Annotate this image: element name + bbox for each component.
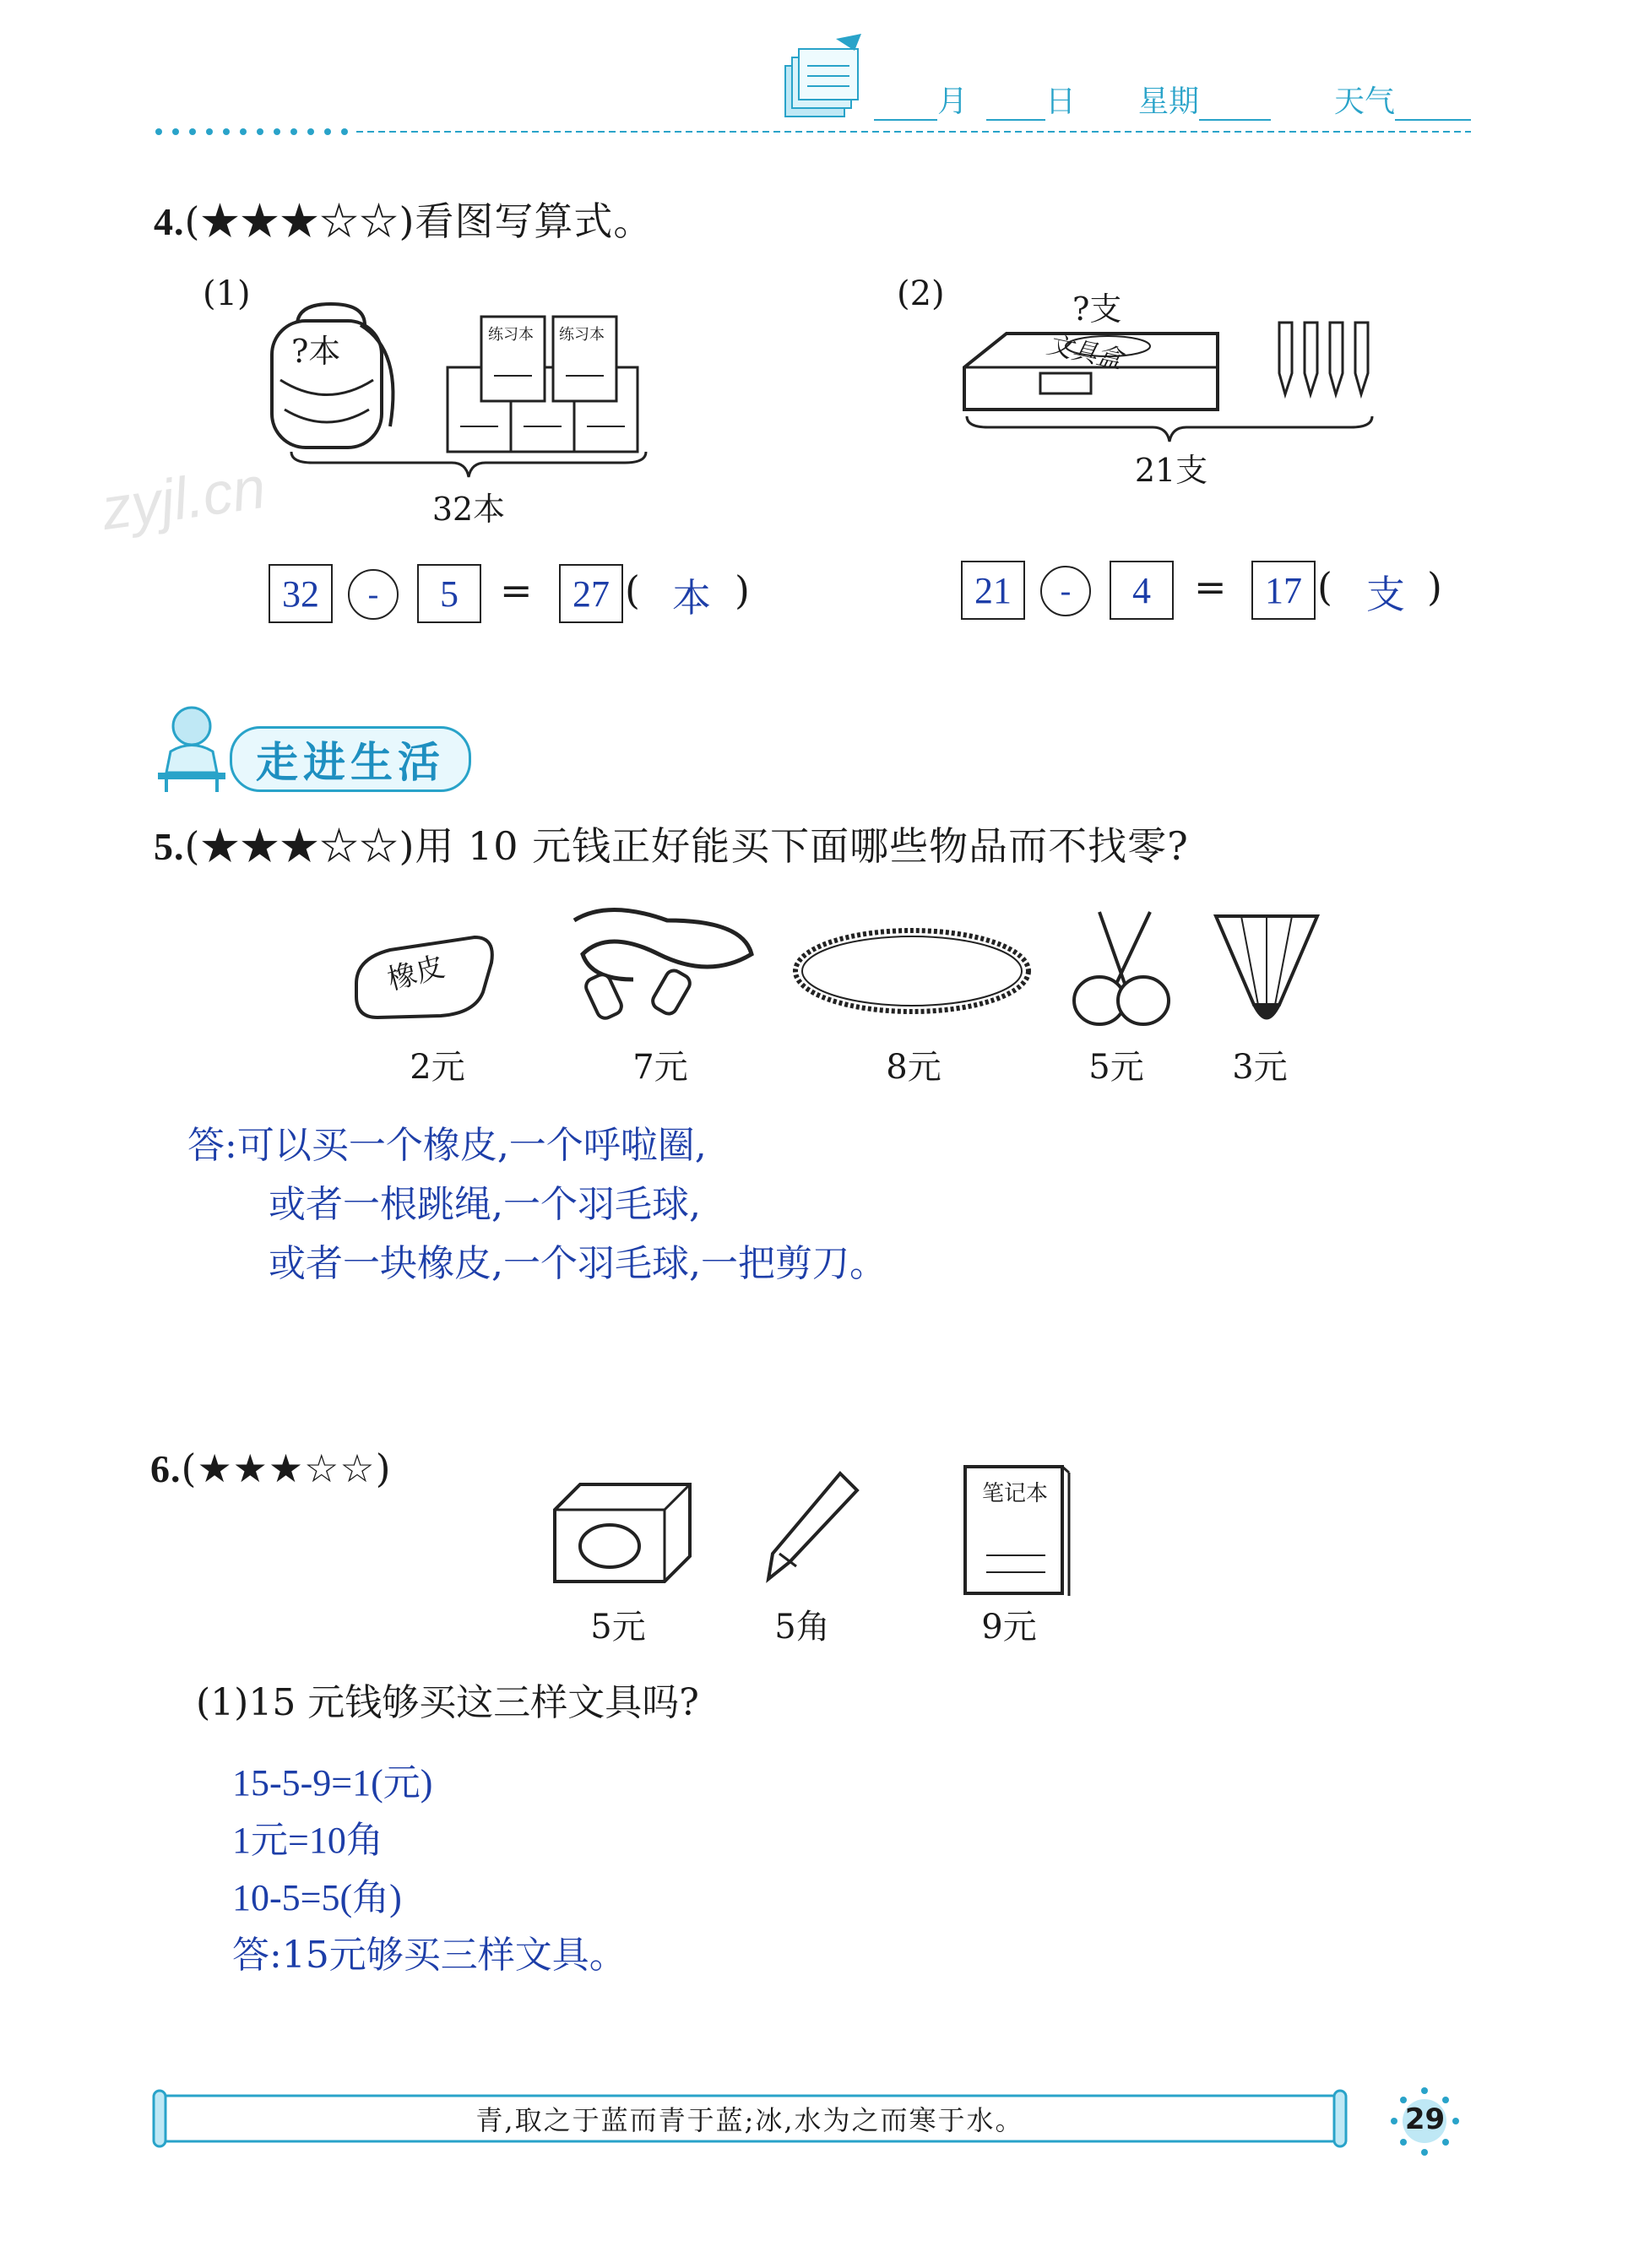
item-price: 9元: [981, 1608, 1037, 1647]
q4-part1-label: (1): [203, 274, 251, 313]
q4-part2-label: (2): [897, 274, 945, 313]
q6-answer-line: 答:15元够买三样文具。: [232, 1934, 627, 1977]
book-label: 练习本: [559, 326, 605, 344]
q4-part2-operand-a[interactable]: 21: [961, 561, 1025, 620]
pencil-case-label: 文具盒: [1044, 329, 1125, 375]
backpack-illustration: [263, 300, 407, 452]
item-price: 7元: [632, 1048, 688, 1087]
header-weekday: 星期: [1138, 78, 1271, 121]
q6-answer-line: 1元=10角: [232, 1820, 383, 1861]
page-number: 29: [1404, 2103, 1446, 2136]
q5-answer-line: 或者一块橡皮,一个羽毛球,一把剪刀。: [269, 1242, 887, 1285]
q4-part1-unit[interactable]: 本: [672, 575, 711, 621]
q5-answer-line: 答:可以买一个橡皮,一个呼啦圈,: [187, 1124, 707, 1167]
hula-hoop-illustration: [790, 925, 1034, 1017]
q6-heading: 6.(★★★☆☆): [150, 1446, 392, 1491]
q4-part2-brace: [963, 412, 1376, 446]
notebook-label: 笔记本: [982, 1481, 1049, 1506]
q4-part1-total: 32本: [431, 491, 506, 528]
pencil-illustration: [756, 1469, 866, 1587]
q4-part2-unit-close: ): [1427, 564, 1442, 610]
q4-part1-unknown: ?本: [291, 333, 341, 370]
q6-subquestion-1: (1)15 元钱够买这三样文具吗?: [196, 1681, 699, 1724]
q4-part1-brace: [287, 448, 650, 481]
header-month: 月: [874, 78, 968, 121]
watermark: zyjl.cn: [97, 453, 269, 543]
item-price: 5元: [1088, 1048, 1144, 1087]
item-price: 5元: [590, 1608, 646, 1647]
q4-part1-result[interactable]: 27: [559, 564, 623, 623]
q4-part2-operator[interactable]: -: [1040, 566, 1091, 616]
q4-part2-result[interactable]: 17: [1251, 561, 1316, 620]
q4-part1-unit-close: ): [735, 567, 750, 613]
q4-part1-unit-open: (: [625, 567, 640, 613]
q6-answer-line: 10-5=5(角): [232, 1877, 402, 1918]
q5-answer-line: 或者一根跳绳,一个羽毛球,: [269, 1183, 701, 1226]
girl-reading-icon: [154, 701, 230, 794]
scissors-illustration: [1066, 903, 1175, 1030]
item-price: 5角: [774, 1608, 830, 1647]
book-label: 练习本: [488, 326, 534, 344]
q4-part2-unit[interactable]: 支: [1366, 572, 1405, 617]
q4-part2-equals: =: [1194, 564, 1227, 610]
exercise-books-illustration: [443, 312, 646, 456]
q4-part2-unit-open: (: [1317, 564, 1332, 610]
item-price: 2元: [410, 1048, 465, 1087]
header-weather: 天气: [1334, 78, 1471, 121]
pencils-illustration: [1267, 314, 1385, 399]
q4-heading: 4.(★★★☆☆)看图写算式。: [154, 198, 654, 244]
shuttlecock-illustration: [1212, 908, 1321, 1034]
section-banner: 走进生活: [230, 726, 471, 792]
item-price: 8元: [886, 1048, 942, 1087]
footer-proverb: 青,取之于蓝而青于蓝;冰,水为之而寒于水。: [475, 2104, 1024, 2136]
q4-part1-operand-b[interactable]: 5: [417, 564, 481, 623]
jump-rope-illustration: [557, 903, 768, 1030]
q4-part1-equals: =: [500, 567, 533, 613]
footer-scroll: [150, 2089, 1349, 2148]
q4-part2-total: 21支: [1134, 452, 1208, 489]
pencil-sharpener-illustration: [551, 1476, 694, 1586]
header-divider: [154, 127, 1471, 137]
header-day: 日: [986, 78, 1076, 121]
q4-part1-operand-a[interactable]: 32: [269, 564, 333, 623]
q4-part2-operand-b[interactable]: 4: [1110, 561, 1174, 620]
q6-answer-line: 15-5-9=1(元): [232, 1762, 433, 1804]
notebook-stack-icon: [777, 32, 870, 125]
eraser-label: 橡皮: [383, 949, 448, 997]
q4-part1-operator[interactable]: -: [348, 569, 399, 620]
item-price: 3元: [1232, 1048, 1288, 1087]
q5-heading: 5.(★★★☆☆)用 10 元钱正好能买下面哪些物品而不找零?: [154, 823, 1189, 869]
q4-part2-unknown: ?支: [1072, 290, 1122, 328]
